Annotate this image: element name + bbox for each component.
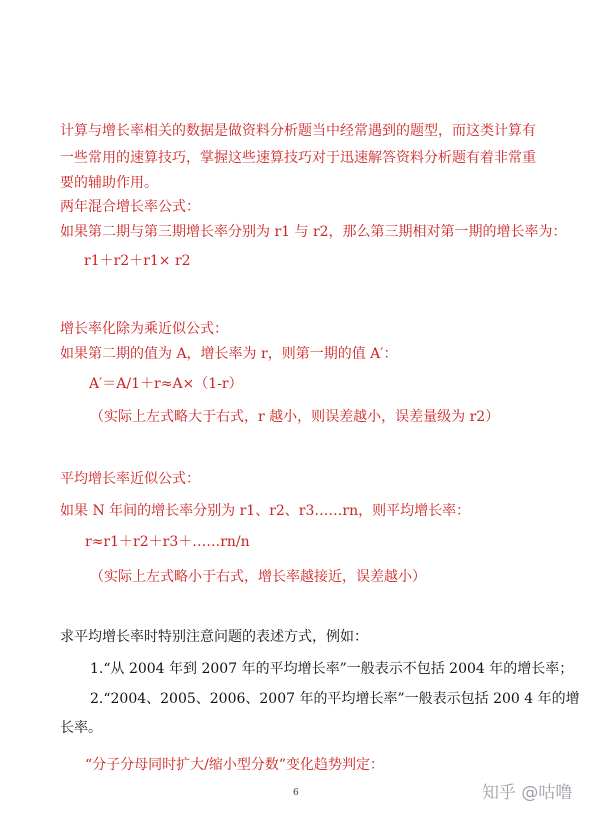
division-formula-note: （实际上左式略大于右式，r 越小，则误差越小，误差量级为 r2） [90, 409, 500, 425]
intro-line-1: 计算与增长率相关的数据是做资料分析题当中经常遇到的题型，而这类计算有 [60, 123, 536, 139]
example-2-continued: 长率。 [60, 720, 102, 736]
heading-fraction-trend: “分子分母同时扩大/缩小型分数”变化趋势判定： [85, 757, 385, 773]
heading-average-growth: 平均增长率近似公式： [60, 471, 200, 487]
heading-division-to-multiplication: 增长率化除为乘近似公式： [60, 321, 228, 337]
average-growth-formula: r≈r1＋r2＋r3＋……rn/n [85, 534, 250, 550]
example-2: 2.“2004、2005、2006、2007 年的平均增长率”一般表示包括 200 4 年的增 [90, 691, 580, 707]
intro-line-3: 要的辅助作用。 [60, 175, 158, 191]
average-growth-description: 如果 N 年间的增长率分别为 r1、r2、r3……rn，则平均增长率： [60, 503, 471, 519]
average-growth-note: （实际上左式略小于右式，增长率越接近，误差越小） [90, 569, 426, 585]
watermark: 知乎 @咕噜 [482, 783, 573, 803]
average-growth-caution: 求平均增长率时特别注意问题的表述方式，例如： [60, 629, 368, 645]
two-year-formula-description: 如果第二期与第三期增长率分别为 r1 与 r2，那么第三期相对第一期的增长率为： [60, 224, 567, 240]
heading-two-year-mixed-growth: 两年混合增长率公式： [60, 199, 200, 215]
intro-line-2: 一些常用的速算技巧，掌握这些速算技巧对于迅速解答资料分析题有着非常重 [60, 150, 536, 166]
two-year-formula: r1＋r2＋r1× r2 [84, 253, 191, 269]
division-formula: A′＝A/1＋r≈A×（1-r） [89, 376, 243, 392]
division-formula-description: 如果第二期的值为 A，增长率为 r，则第一期的值 A′： [60, 346, 398, 362]
example-1: 1.“从 2004 年到 2007 年的平均增长率”一般表示不包括 2004 年的增长率； [90, 661, 574, 677]
page-number: 6 [293, 788, 299, 798]
